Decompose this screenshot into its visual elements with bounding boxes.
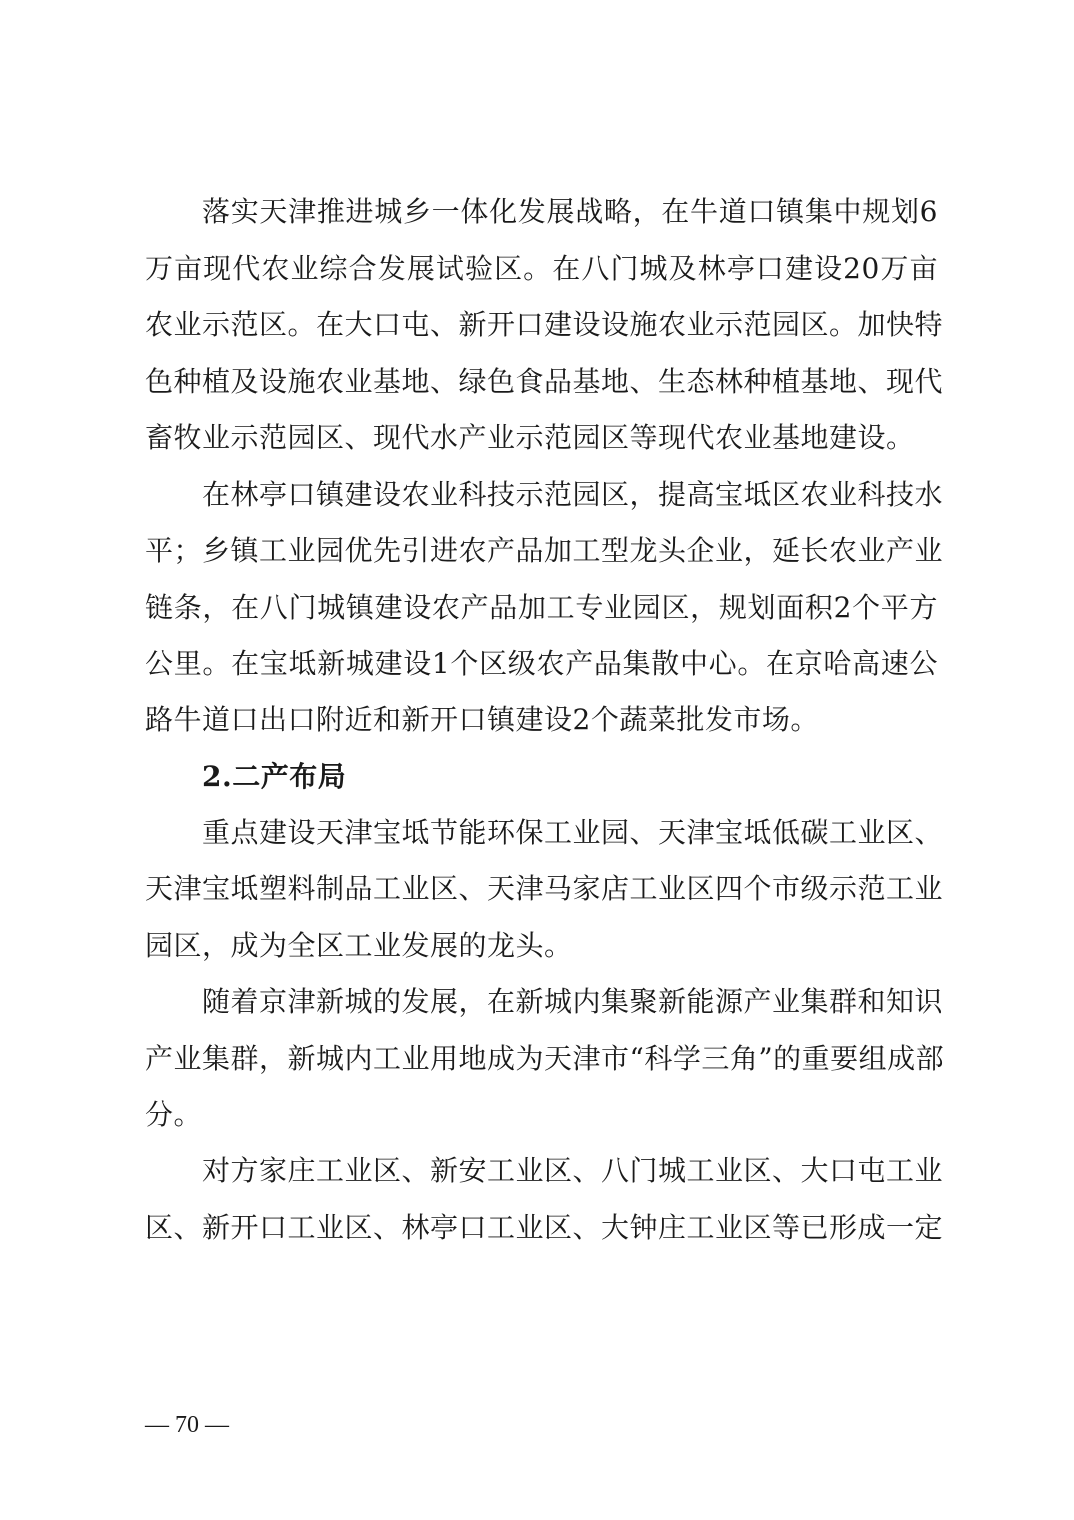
page-number: — 70 —	[145, 1412, 229, 1438]
paragraph-4-line-3: 分。	[145, 1098, 203, 1131]
paragraph-3-line-2: 天津宝坻塑料制品工业区、天津马家店工业区四个市级示范工业	[145, 872, 944, 905]
paragraph-3-line-3: 园区，成为全区工业发展的龙头。	[145, 929, 573, 962]
paragraph-3-line-1: 重点建设天津宝坻节能环保工业园、天津宝坻低碳工业区、	[202, 816, 944, 849]
paragraph-5-line-2: 区、新开口工业区、林亭口工业区、大钟庄工业区等已形成一定	[145, 1211, 944, 1244]
paragraph-5-line-1: 对方家庄工业区、新安工业区、八门城工业区、大口屯工业	[202, 1154, 944, 1187]
paragraph-4-line-2: 产业集群，新城内工业用地成为天津市“科学三角”的重要组成部	[145, 1042, 945, 1075]
paragraph-1-line-2: 万亩现代农业综合发展试验区。在八门城及林亭口建设20万亩	[145, 252, 938, 285]
paragraph-2-line-3: 链条，在八门城镇建设农产品加工专业园区，规划面积2个平方	[145, 591, 938, 624]
paragraph-2-line-2: 平；乡镇工业园优先引进农产品加工型龙头企业，延长农业产业	[145, 534, 944, 567]
paragraph-1-line-4: 色种植及设施农业基地、绿色食品基地、生态林种植基地、现代	[145, 365, 944, 398]
paragraph-1-line-5: 畜牧业示范园区、现代水产业示范园区等现代农业基地建设。	[145, 421, 915, 454]
paragraph-1-line-3: 农业示范区。在大口屯、新开口建设设施农业示范园区。加快特	[145, 308, 944, 341]
paragraph-2-line-4: 公里。在宝坻新城建设1个区级农产品集散中心。在京哈高速公	[145, 647, 938, 680]
section-heading: 2.二产布局	[202, 760, 347, 793]
paragraph-1-line-1: 落实天津推进城乡一体化发展战略，在牛道口镇集中规划6	[202, 195, 938, 228]
paragraph-4-line-1: 随着京津新城的发展，在新城内集聚新能源产业集群和知识	[202, 985, 944, 1018]
paragraph-2-line-1: 在林亭口镇建设农业科技示范园区，提高宝坻区农业科技水	[202, 478, 944, 511]
paragraph-2-line-5: 路牛道口出口附近和新开口镇建设2个蔬菜批发市场。	[145, 703, 819, 736]
